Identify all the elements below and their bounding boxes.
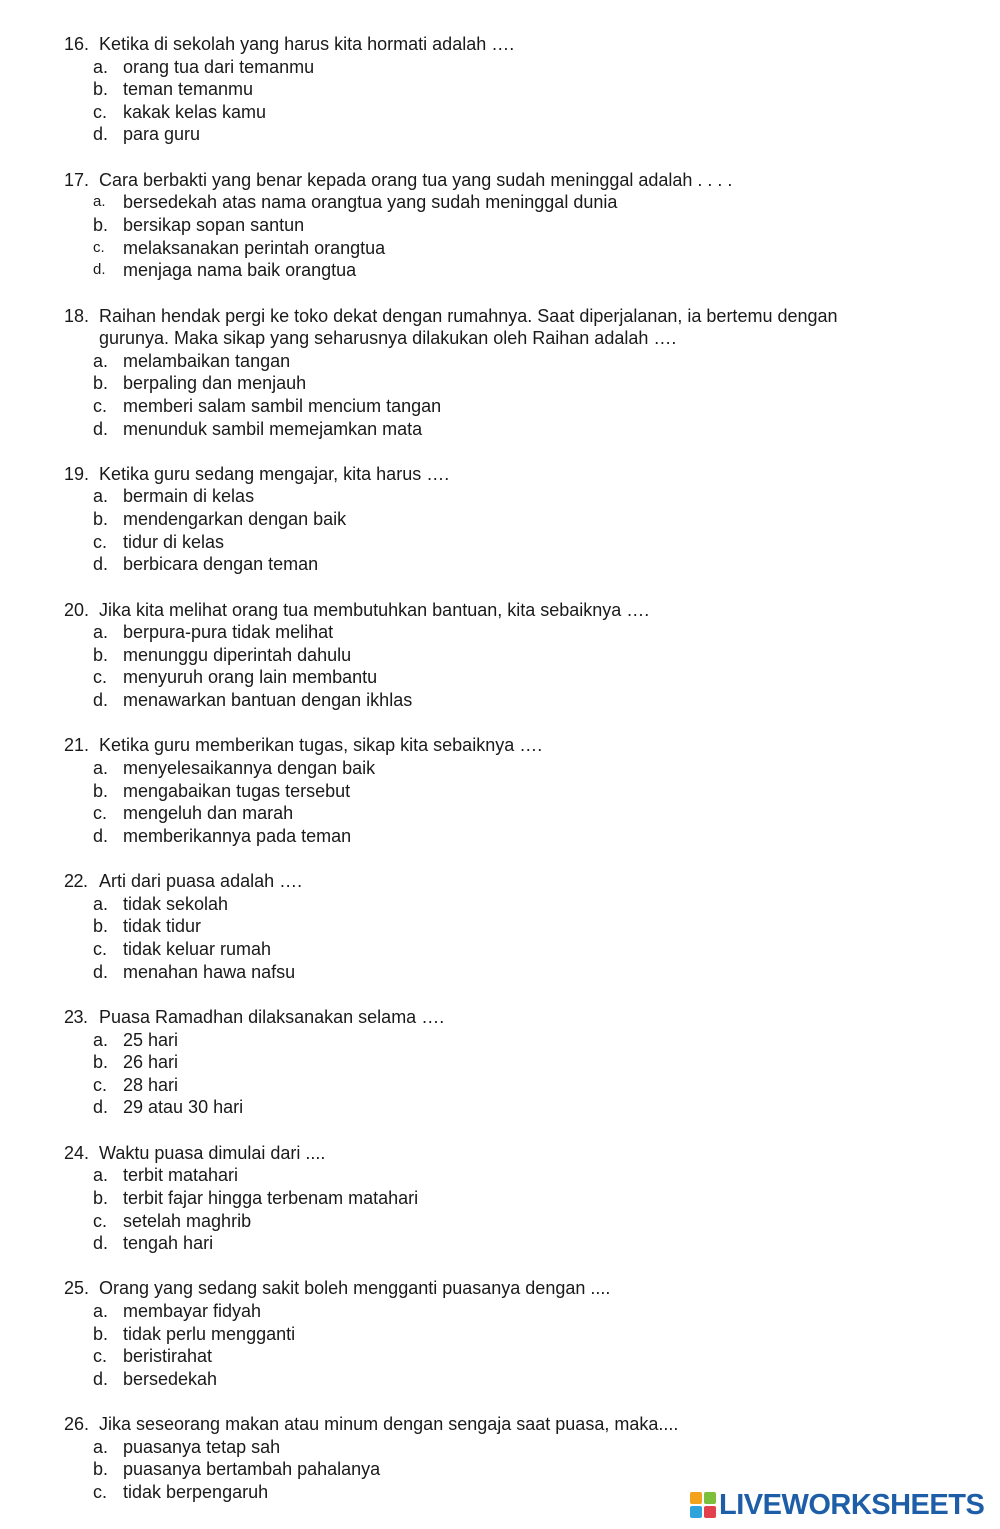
option-text: beristirahat <box>123 1346 213 1367</box>
question-number: 23. <box>64 1006 88 1027</box>
option-letter: d. <box>93 1097 109 1118</box>
answer-option-a[interactable] <box>64 757 964 780</box>
option-text: melambaikan tangan <box>123 350 291 371</box>
option-letter: c. <box>93 101 108 122</box>
answer-option-b[interactable] <box>64 1051 964 1074</box>
answer-option-c[interactable] <box>64 1074 964 1097</box>
answer-option-b[interactable] <box>64 780 964 803</box>
option-letter: b. <box>93 780 109 801</box>
question-21 <box>64 734 964 847</box>
answer-option-c[interactable] <box>64 101 964 124</box>
answer-option-d[interactable] <box>64 825 964 848</box>
option-letter: d. <box>93 825 109 846</box>
option-letter: d. <box>93 124 109 145</box>
option-letter: a. <box>93 1165 109 1186</box>
answer-option-d[interactable] <box>64 961 964 984</box>
option-letter: d. <box>93 418 109 439</box>
option-text: para guru <box>123 124 201 145</box>
question-20 <box>64 599 964 712</box>
option-letter: d. <box>93 261 106 279</box>
option-text: menyelesaikannya dengan baik <box>123 758 376 779</box>
question-text <box>64 1277 964 1300</box>
answer-options <box>64 350 964 440</box>
answer-option-a[interactable] <box>64 1164 964 1187</box>
brand-name: LIVEWORKSHEETS <box>719 1488 985 1521</box>
option-letter: a. <box>93 486 109 507</box>
option-text: setelah maghrib <box>123 1210 252 1231</box>
option-letter: c. <box>93 667 108 688</box>
option-text: tengah hari <box>123 1233 214 1254</box>
option-text: tidur di kelas <box>123 531 225 552</box>
question-number: 22. <box>64 871 88 892</box>
option-text: tidak keluar rumah <box>123 938 272 959</box>
option-text: mengeluh dan marah <box>123 803 294 824</box>
option-letter: a. <box>93 1029 109 1050</box>
answer-option-a[interactable] <box>64 56 964 79</box>
option-text: berpaling dan menjauh <box>123 373 307 394</box>
answer-option-d[interactable] <box>64 418 964 441</box>
option-text: puasanya bertambah pahalanya <box>123 1459 381 1480</box>
option-letter: b. <box>93 79 109 100</box>
answer-option-b[interactable] <box>64 1458 964 1481</box>
option-letter: d. <box>93 961 109 982</box>
option-text: bersikap sopan santun <box>123 214 305 235</box>
option-text: mengabaikan tugas tersebut <box>123 780 351 801</box>
answer-option-a[interactable] <box>64 191 964 214</box>
answer-option-b[interactable] <box>64 508 964 531</box>
option-text: berbicara dengan teman <box>123 554 319 575</box>
option-text: mendengarkan dengan baik <box>123 509 347 530</box>
answer-option-a[interactable] <box>64 621 964 644</box>
liveworksheets-brand[interactable] <box>690 1488 984 1522</box>
answer-option-b[interactable] <box>64 915 964 938</box>
option-text: menawarkan bantuan dengan ikhlas <box>123 690 413 711</box>
option-text: berpura-pura tidak melihat <box>123 622 334 643</box>
answer-option-b[interactable] <box>64 1187 964 1210</box>
answer-option-d[interactable] <box>64 689 964 712</box>
option-letter: b. <box>93 509 109 530</box>
option-text: menjaga nama baik orangtua <box>123 260 357 281</box>
question-number: 16. <box>64 34 90 54</box>
question-line: Jika seseorang makan atau minum dengan sengaja saat puasa, maka.... <box>99 1414 679 1435</box>
answer-option-c[interactable] <box>64 938 964 961</box>
answer-option-b[interactable] <box>64 78 964 101</box>
question-number: 18. <box>64 305 90 326</box>
option-text: 29 atau 30 hari <box>123 1097 244 1118</box>
logo-square <box>690 1506 702 1518</box>
question-text <box>64 305 964 328</box>
logo-square <box>704 1492 716 1504</box>
question-line: Ketika di sekolah yang harus kita hormati adalah …. <box>99 34 515 54</box>
answer-option-a[interactable] <box>64 1436 964 1459</box>
question-line: Jika kita melihat orang tua membutuhkan bantuan, kita sebaiknya …. <box>99 599 650 620</box>
option-letter: b. <box>93 373 109 394</box>
answer-options <box>64 1029 964 1119</box>
question-number: 17. <box>64 169 90 190</box>
option-letter: a. <box>93 193 106 211</box>
option-text: memberi salam sambil mencium tangan <box>123 395 442 416</box>
option-text: orang tua dari temanmu <box>123 56 315 77</box>
option-letter: d. <box>93 1233 109 1254</box>
option-letter: c. <box>93 1210 108 1231</box>
answer-options <box>64 1164 964 1254</box>
option-letter: b. <box>93 1323 109 1344</box>
option-text: terbit matahari <box>123 1165 239 1186</box>
option-letter: d. <box>93 1368 109 1389</box>
question-number: 20. <box>64 599 90 620</box>
liveworksheets-logo-icon <box>690 1492 716 1518</box>
answer-option-d[interactable] <box>64 259 964 282</box>
question-22 <box>64 870 964 983</box>
question-line: Arti dari puasa adalah …. <box>99 871 303 892</box>
answer-option-a[interactable] <box>64 485 964 508</box>
question-line: Waktu puasa dimulai dari .... <box>99 1142 326 1163</box>
question-text <box>64 1006 964 1029</box>
option-text: menunggu diperintah dahulu <box>123 644 352 665</box>
answer-option-d[interactable] <box>64 1232 964 1255</box>
answer-option-c[interactable] <box>64 802 964 825</box>
question-number: 21. <box>64 735 90 756</box>
answer-option-d[interactable] <box>64 123 964 146</box>
answer-option-c[interactable] <box>64 666 964 689</box>
question-23 <box>64 1006 964 1119</box>
question-number: 25. <box>64 1278 90 1299</box>
option-text: teman temanmu <box>123 79 254 100</box>
option-letter: c. <box>93 938 108 959</box>
question-text <box>64 463 964 486</box>
question-line: Ketika guru memberikan tugas, sikap kita sebaiknya …. <box>99 735 543 756</box>
logo-square <box>704 1506 716 1518</box>
answer-option-b[interactable] <box>64 1323 964 1346</box>
option-text: menunduk sambil memejamkan mata <box>123 418 423 439</box>
question-text <box>64 33 964 56</box>
option-letter: c. <box>93 1346 108 1367</box>
question-16 <box>64 33 964 146</box>
answer-option-a[interactable] <box>64 350 964 373</box>
question-24 <box>64 1142 964 1255</box>
option-text: bersedekah <box>123 1368 218 1389</box>
question-text <box>64 870 964 893</box>
option-letter: a. <box>93 758 109 779</box>
answer-options <box>64 621 964 711</box>
option-letter: b. <box>93 214 109 235</box>
answer-options <box>64 191 964 281</box>
option-text: melaksanakan perintah orangtua <box>123 237 386 258</box>
option-letter: b. <box>93 1187 109 1208</box>
answer-option-d[interactable] <box>64 1368 964 1391</box>
option-text: membayar fidyah <box>123 1301 262 1322</box>
answer-option-a[interactable] <box>64 1300 964 1323</box>
option-letter: a. <box>93 1436 109 1457</box>
option-text: memberikannya pada teman <box>123 825 352 846</box>
option-letter: c. <box>93 395 108 416</box>
question-line: Cara berbakti yang benar kepada orang tua yang sudah meninggal adalah . . . . <box>99 169 733 190</box>
question-line: gurunya. Maka sikap yang seharusnya dilakukan oleh Raihan adalah …. <box>99 328 677 349</box>
answer-option-c[interactable] <box>64 395 964 418</box>
option-letter: c. <box>93 803 108 824</box>
answer-option-b[interactable] <box>64 372 964 395</box>
answer-option-a[interactable] <box>64 1029 964 1052</box>
option-letter: a. <box>93 56 109 77</box>
option-letter: a. <box>93 622 109 643</box>
question-text <box>64 599 964 622</box>
option-letter: b. <box>93 1052 109 1073</box>
question-text-continued <box>64 327 964 350</box>
option-text: tidak tidur <box>123 916 202 937</box>
option-text: 25 hari <box>123 1029 179 1050</box>
answer-option-b[interactable] <box>64 214 964 237</box>
option-letter: c. <box>93 238 105 256</box>
question-line: Puasa Ramadhan dilaksanakan selama …. <box>99 1006 445 1027</box>
question-25 <box>64 1277 964 1390</box>
question-line: Ketika guru sedang mengajar, kita harus …. <box>99 463 450 484</box>
answer-options <box>64 893 964 983</box>
answer-option-c[interactable] <box>64 1345 964 1368</box>
question-text <box>64 734 964 757</box>
question-text <box>64 1142 964 1165</box>
answer-option-a[interactable] <box>64 893 964 916</box>
logo-square <box>690 1492 702 1504</box>
question-line: Orang yang sedang sakit boleh mengganti puasanya dengan .... <box>99 1278 611 1299</box>
question-18 <box>64 305 964 441</box>
option-text: terbit fajar hingga terbenam matahari <box>123 1187 419 1208</box>
option-letter: b. <box>93 1459 109 1480</box>
option-letter: c. <box>93 531 108 552</box>
option-text: tidak perlu mengganti <box>123 1323 296 1344</box>
answer-option-d[interactable] <box>64 553 964 576</box>
option-text: 28 hari <box>123 1074 179 1095</box>
answer-option-d[interactable] <box>64 1096 964 1119</box>
option-text: puasanya tetap sah <box>123 1436 281 1457</box>
answer-options <box>64 56 964 146</box>
option-letter: d. <box>93 554 109 575</box>
question-19 <box>64 463 964 576</box>
option-text: kakak kelas kamu <box>123 101 267 122</box>
option-letter: d. <box>93 690 109 711</box>
question-number: 19. <box>64 463 90 484</box>
option-letter: a. <box>93 350 109 371</box>
option-letter: c. <box>93 1482 108 1503</box>
question-line: Raihan hendak pergi ke toko dekat dengan rumahnya. Saat diperjalanan, ia bertemu dengan <box>99 305 838 326</box>
option-letter: b. <box>93 916 109 937</box>
answer-option-c[interactable] <box>64 1210 964 1233</box>
answer-option-c[interactable] <box>64 531 964 554</box>
question-text <box>64 169 964 192</box>
option-text: 26 hari <box>123 1052 179 1073</box>
answer-options <box>64 1300 964 1390</box>
answer-options <box>64 757 964 847</box>
worksheet <box>64 33 964 1526</box>
question-number: 26. <box>64 1414 90 1435</box>
answer-options <box>64 485 964 575</box>
question-number: 24. <box>64 1142 90 1163</box>
question-17 <box>64 169 964 282</box>
option-letter: a. <box>93 893 109 914</box>
option-text: tidak berpengaruh <box>123 1482 269 1503</box>
option-text: tidak sekolah <box>123 893 229 914</box>
question-text <box>64 1413 964 1436</box>
answer-option-b[interactable] <box>64 644 964 667</box>
option-letter: b. <box>93 644 109 665</box>
option-text: menahan hawa nafsu <box>123 961 296 982</box>
option-text: bermain di kelas <box>123 486 255 507</box>
option-text: bersedekah atas nama orangtua yang sudah meninggal dunia <box>123 192 618 213</box>
option-text: menyuruh orang lain membantu <box>123 667 378 688</box>
option-letter: c. <box>93 1074 108 1095</box>
option-letter: a. <box>93 1301 109 1322</box>
answer-option-c[interactable] <box>64 237 964 260</box>
